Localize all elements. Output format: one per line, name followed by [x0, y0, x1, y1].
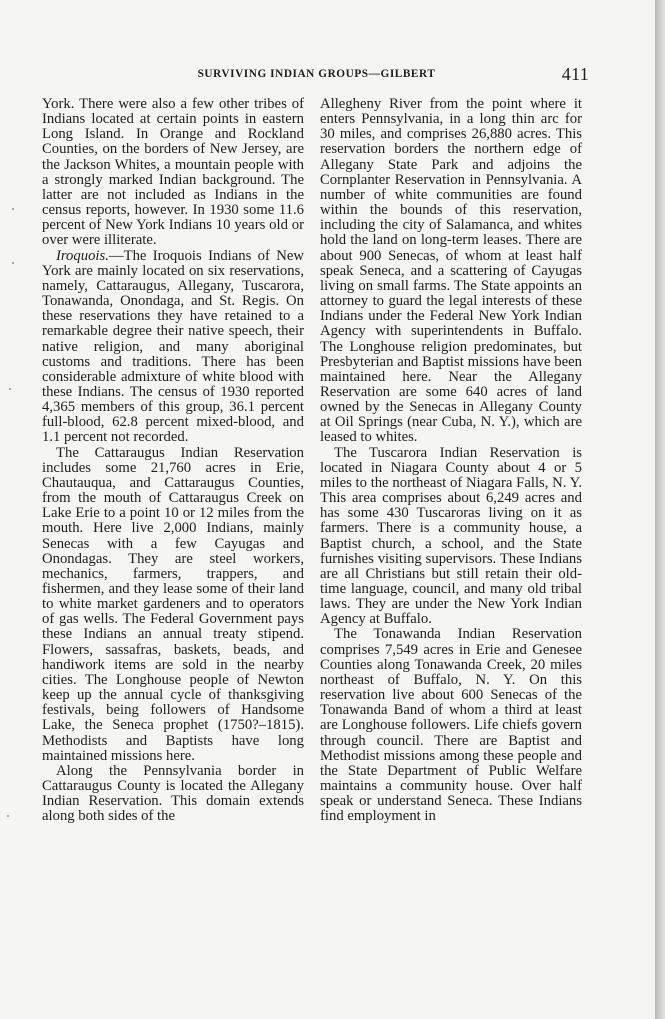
speck: [7, 815, 9, 817]
right-column: [320, 97, 582, 825]
page-number: 411: [561, 64, 589, 84]
paragraph: Allegheny River from the point where it enters Pennsylvania, in a long thin arc for 30 miles, and comprises 26,880 acres. This reservation borders the northern edge of Allegany State Park and adjoins the Cornplanter Reservation in Pennsylvania. A number of white communities are found within the bounds of this reservation, including the city of Salamanca, and whites hold the land on long-term leases. There are about 900 Senecas, of whom at least half speak Seneca, and a scattering of Cayugas living on small farms. The State appoints an attorney to guard the legal interests of these Indians under the Federal New York Indian Agency with superintendents in Buffalo. The Longhouse religion predominates, but Presbyterian and Baptist missions have been maintained here. Near the Allegany Reservation are some 640 acres of land owned by the Senecas in Allegany County at Oil Springs (near Cuba, N. Y.), which are leased to whites.: [320, 96, 582, 446]
speck: [9, 388, 11, 390]
paragraph-text: —The Iroquois Indians of New York are mainly located on six reservations, namely, Cattaraugus, Allegany, Tuscarora, Tonawanda, Onondaga, and St. Regis. On these reservations they have retained to a remarkable degree their native speech, their native religion, and many aboriginal customs and traditions. There has been considerable admixture of white blood with these Indians. The census of 1930 reported 4,365 members of this group, 36.1 percent full-blood, 62.8 percent mixed-blood, and 1.1 percent not recorded.: [42, 247, 304, 446]
left-column: [42, 97, 304, 825]
paragraph: The Cattaraugus Indian Reservation includes some 21,760 acres in Erie, Chautauqua, and Cattaraugus Counties, from the mouth of Cattaraugus Creek on Lake Erie to a point 10 or 12 miles from the mouth. Here live 2,000 Indians, mainly Senecas with a few Cayugas and Onondagas. They are steel workers, mechanics, farmers, trappers, and fishermen, and they lease some of their land to white market gardeners and to operators of gas wells. The Federal Government pays these Indians an annual treaty stipend. Flowers, sassafras, baskets, beads, and handiwork items are sold in the nearby cities. The Longhouse people of Newton keep up the annual cycle of thanksgiving festivals, being followers of Handsome Lake, the Seneca prophet (1750?–1815). Methodists and Baptists have long maintained missions here.: [42, 444, 304, 764]
speck: [12, 208, 14, 210]
paragraph: York. There were also a few other tribes of Indians located at certain points in eastern Long Island. In Orange and Rockland Counties, on the borders of New Jersey, are the Jackson Whites, a mountain people with a strongly marked Indian background. The latter are not included as Indians in the census reports, however. In 1930 some 11.6 percent of New York Indians 10 years old or over were illiterate.: [42, 96, 304, 249]
section-heading-iroquois: Iroquois.: [56, 247, 109, 264]
speck: [12, 262, 14, 264]
page-edge-shadow: [655, 0, 665, 1019]
paragraph: The Tonawanda Indian Reservation comprises 7,549 acres in Erie and Genesee Counties along Tonawanda Creek, 20 miles northeast of Buffalo, N. Y. On this reservation live about 600 Senecas of the Tonawanda Band of whom a third at least are Longhouse followers. Life chiefs govern through council. There are Baptist and Methodist missions among these people and the State Department of Public Welfare maintains a community house. Over half speak or understand Seneca. These Indians find employment in: [320, 626, 582, 825]
page-header: [44, 64, 589, 88]
paragraph: Along the Pennsylvania border in Cattaraugus County is located the Allegany Indian Reservation. This domain extends along both sides of the: [42, 762, 304, 825]
paragraph: The Tuscarora Indian Reservation is located in Niagara County about 4 or 5 miles to the northeast of Niagara Falls, N. Y. This area comprises about 6,249 acres and has some 430 Tuscaroras living on it as farmers. There is a community house, a Baptist church, a school, and the State furnishes visiting supervisors. These Indians are all Christians but still retain their old-time language, council, and many old tribal laws. They are under the New York Indian Agency at Buffalo.: [320, 444, 582, 628]
running-head: SURVIVING INDIAN GROUPS—GILBERT: [197, 68, 436, 80]
paragraph-iroquois: [42, 249, 304, 446]
